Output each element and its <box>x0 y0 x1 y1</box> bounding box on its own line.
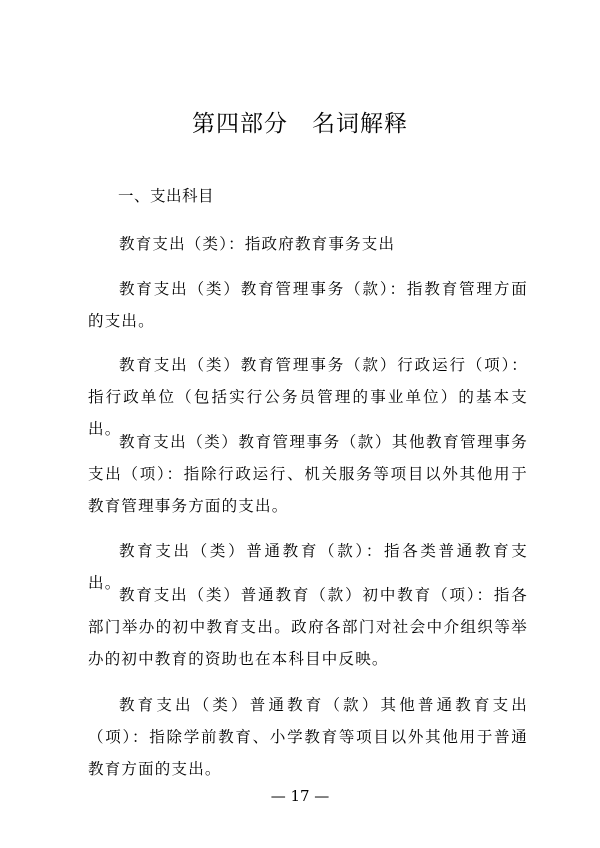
paragraph-5: 教育支出（类）普通教育（款）：指各类普通教育支出。 <box>88 542 528 592</box>
paragraph-1: 教育支出（类）：指政府教育事务支出 <box>119 235 396 253</box>
paragraph-7: 教育支出（类）普通教育（款）其他普通教育支出（项）：指除学前教育、小学教育等项目以外其他用于普通教育方面的支出。 <box>88 696 528 778</box>
paragraph-2: 教育支出（类）教育管理事务（款）：指教育管理方面的支出。 <box>88 280 528 330</box>
paragraph-3: 教育支出（类）教育管理事务（款）行政运行（项）：指行政单位（包括实行公务员管理的事业单位）的基本支出。 <box>88 356 528 438</box>
section-heading: 一、支出科目 <box>118 187 215 205</box>
paragraph-6: 教育支出（类）普通教育（款）初中教育（项）：指各部门举办的初中教育支出。政府各部门对社会中介组织等举办的初中教育的资助也在本科目中反映。 <box>88 586 528 668</box>
page-number: — 17 — <box>270 787 330 805</box>
paragraph-4: 教育支出（类）教育管理事务（款）其他教育管理事务支出（项）：指除行政运行、机关服务等项目以外其他用于教育管理事务方面的支出。 <box>88 433 528 515</box>
page-title: 第四部分 名词解释 <box>192 111 408 137</box>
